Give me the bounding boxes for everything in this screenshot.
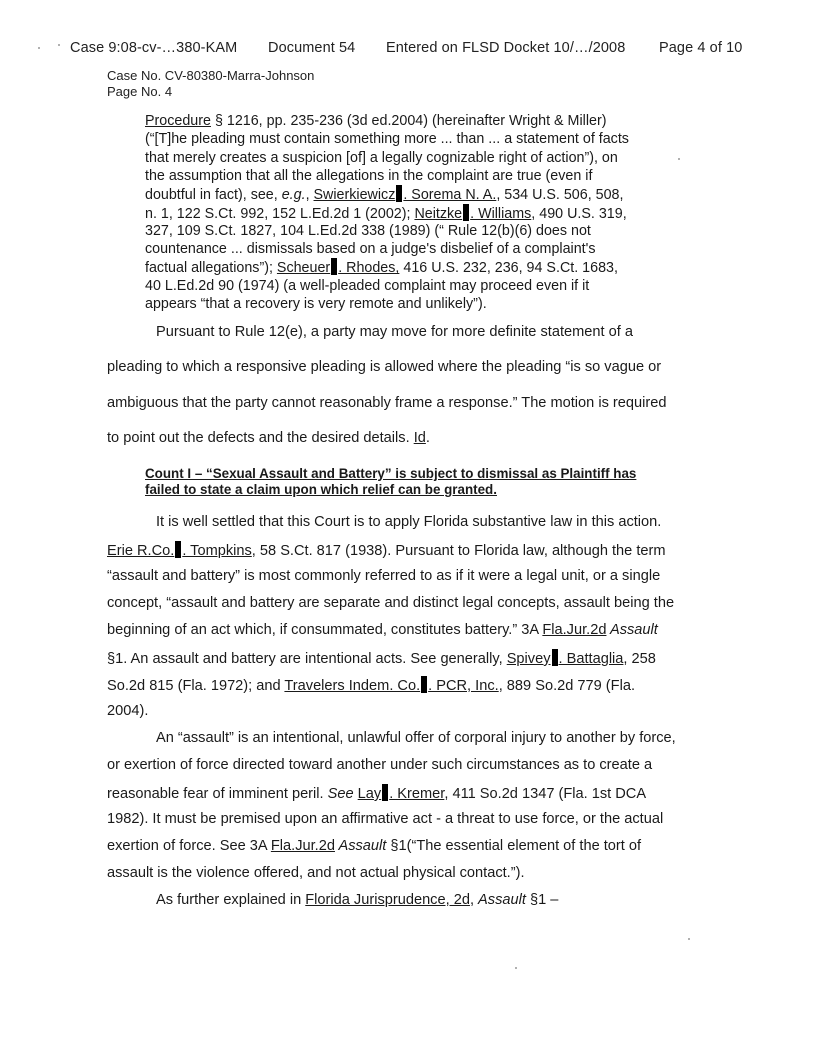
quote-line: 40 L.Ed.2d 90 (1974) (a well-pleaded complaint may proceed even if it [145,277,590,294]
scan-speck [38,47,40,49]
citation-link: . PCR, Inc. [428,678,499,694]
paragraph-line: assault is the violence offered, and not actual physical contact.”). [107,865,525,881]
redaction-mark [396,185,402,202]
citation-link: Swierkiewicz [313,187,396,204]
caption-case-number: Case No. CV-80380-Marra-Johnson [107,68,315,83]
citation-link: Spivey [506,651,551,667]
scan-speck [678,158,680,160]
scan-speck [58,44,60,46]
citation-link: Id [413,430,426,446]
header-docket-entry: Entered on FLSD Docket 10/…/2008 [386,40,626,56]
caption-page-number: Page No. 4 [107,84,173,99]
paragraph-line: ambiguous that the party cannot reasonably frame a response.” The motion is required [107,395,667,411]
paragraph-line: “assault and battery” is most commonly referred to as if it were a legal unit, or a single [107,568,661,584]
paragraph-line: pleading to which a responsive pleading is allowed where the pleading “is so vague or [107,359,662,375]
citation-link: Scheuer [276,260,331,277]
quote-line: (“[T]he pleading must contain something more ... than ... a statement of facts [145,131,629,148]
citation-link: Lay [357,786,382,802]
quote-line: doubtful in fact), see, e.g., Swierkiewicz . Sorema N. A., 534 U.S. 506, 508, [145,187,624,204]
quote-line: appears “that a recovery is very remote and unlikely”). [145,296,487,312]
citation-link: Travelers Indem. Co. [284,678,421,694]
paragraph-line: Pursuant to Rule 12(e), a party may move for more definite statement of a [156,324,633,340]
redaction-mark [463,204,469,221]
header-case-number: Case 9:08-cv-…380-KAM [70,40,238,56]
citation-link: Fla.Jur.2d [270,838,335,854]
scan-speck [515,967,517,969]
redaction-mark [552,649,558,666]
section-heading: failed to state a claim upon which relief can be granted. [145,482,497,497]
paragraph-line: As further explained in Florida Jurisprudence, 2d, Assault §1 – [156,892,559,908]
paragraph-line: An “assault” is an intentional, unlawful offer of corporal injury to another by force, [156,730,676,746]
section-heading: Count I – “Sexual Assault and Battery” is subject to dismissal as Plaintiff has [145,466,637,481]
citation-link: . Kremer [389,786,445,802]
paragraph-line: concept, “assault and battery are separate and distinct legal concepts, assault being the [107,595,675,611]
citation-link: Florida Jurisprudence, 2d [305,892,470,908]
citation-link: Fla.Jur.2d [542,622,607,638]
scan-speck [688,938,690,940]
paragraph-line: beginning of an act which, if consummated, constitutes battery.” 3A Fla.Jur.2d Assault [107,622,658,638]
paragraph-line: to point out the defects and the desired details. Id. [107,430,430,446]
citation-link: . Rhodes, [338,260,400,277]
citation-link: . Tompkins [182,543,252,559]
paragraph-line: or exertion of force directed toward another under such circumstances as to create a [107,757,653,773]
redaction-mark [382,784,388,801]
quote-line: Procedure § 1216, pp. 235-236 (3d ed.2004) (hereinafter Wright & Miller) [145,113,607,129]
citation-link: Neitzke [414,205,463,222]
quote-line: that merely creates a suspicion [of] a legally cognizable right of action”), on [145,149,618,166]
paragraph-line: 2004). [107,703,149,719]
citation-link: . Williams [470,205,532,222]
quote-line: n. 1, 122 S.Ct. 992, 152 L.Ed.2d 1 (2002); Neitzke . Williams, 490 U.S. 319, [145,205,627,222]
citation-link: Erie R.Co. [107,543,175,559]
citation-link: . Battaglia [558,651,624,667]
paragraph-line: §1. An assault and battery are intentional acts. See generally, Spivey . Battaglia, 258 [107,651,656,667]
redaction-mark [175,541,181,558]
paragraph-line: reasonable fear of imminent peril. See Lay . Kremer, 411 So.2d 1347 (Fla. 1st DCA [107,786,647,802]
citation-link: Procedure [145,113,211,129]
header-document-number: Document 54 [268,40,356,56]
redaction-mark [331,258,337,275]
paragraph-line: It is well settled that this Court is to apply Florida substantive law in this action. [156,514,662,530]
paragraph-line: Erie R.Co. . Tompkins, 58 S.Ct. 817 (1938). Pursuant to Florida law, although the term [107,543,666,559]
quote-line: 327, 109 S.Ct. 1827, 104 L.Ed.2d 338 (1989) (“ Rule 12(b)(6) does not [145,222,591,239]
paragraph-line: 1982). It must be premised upon an affirmative act - a threat to use force, or the actual [107,811,664,827]
header-page-count: Page 4 of 10 [659,40,743,56]
paragraph-line: exertion of force. See 3A Fla.Jur.2d Assault §1(“The essential element of the tort of [107,838,642,854]
quote-line: factual allegations”); Scheuer . Rhodes, 416 U.S. 232, 236, 94 S.Ct. 1683, [145,260,618,277]
quote-line: the assumption that all the allegations in the complaint are true (even if [145,167,593,184]
redaction-mark [421,676,427,693]
paragraph-line: So.2d 815 (Fla. 1972); and Travelers Indem. Co. . PCR, Inc., 889 So.2d 779 (Fla. [107,678,635,694]
citation-link: . Sorema N. A. [403,187,497,204]
quote-line: countenance ... dismissals based on a judge's disbelief of a complaint's [145,241,596,258]
